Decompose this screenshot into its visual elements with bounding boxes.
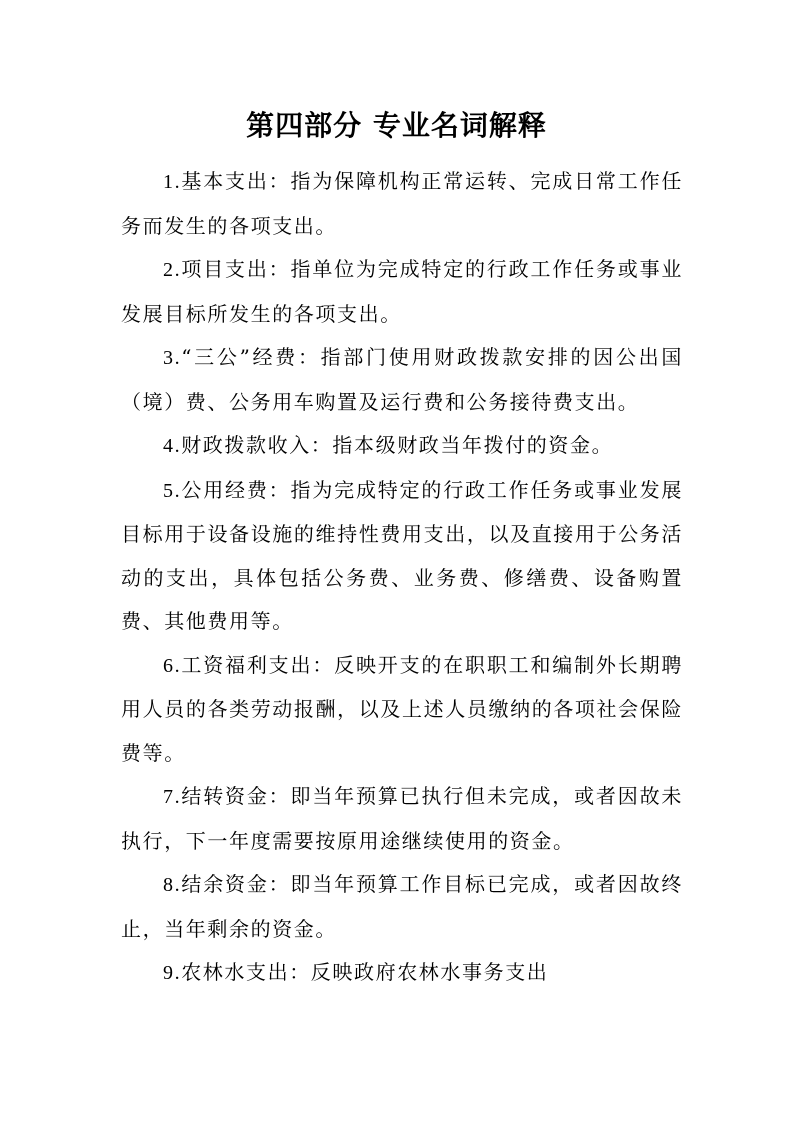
item-number: 3. — [163, 347, 182, 369]
item-text: 财政拨款收入：指本级财政当年拨付的资金。 — [181, 433, 614, 457]
item-number: 1. — [163, 171, 182, 193]
glossary-item — [121, 863, 683, 951]
item-text: 结转资金：即当年预算已执行但未完成，或者因故未执行，下一年度需要按原用途继续使用的资金。 — [121, 784, 683, 853]
item-text: 基本支出：指为保障机构正常运转、完成日常工作任务而发生的各项支出。 — [121, 169, 683, 238]
item-number: 7. — [163, 786, 182, 808]
item-text: 农林水支出：反映政府农林水事务支出 — [181, 960, 549, 984]
glossary-item — [121, 775, 683, 863]
item-text: “三公”经费：指部门使用财政拨款安排的因公出国（境）费、公务用车购置及运行费和公务接待费支出。 — [121, 345, 683, 414]
glossary-item — [121, 336, 683, 424]
item-number: 8. — [163, 874, 182, 896]
item-number: 5. — [163, 479, 182, 502]
glossary-item — [121, 424, 683, 469]
item-text: 工资福利支出：反映开支的在职职工和编制外长期聘用人员的各类劳动报酬，以及上述人员缴纳的各项社会保险费等。 — [121, 652, 683, 765]
item-number: 2. — [163, 259, 182, 281]
page-title: 第四部分 专业名词解释 — [246, 109, 547, 142]
glossary-item — [121, 951, 683, 996]
item-number: 9. — [163, 962, 182, 984]
glossary-item — [121, 644, 683, 776]
item-text: 公用经费：指为完成特定的行政工作任务或事业发展目标用于设备设施的维持性费用支出，以及直接用于公务活动的支出，具体包括公务费、业务费、修缮费、设备购置费、其他费用等。 — [121, 477, 683, 633]
glossary-item — [121, 248, 683, 336]
glossary-item — [121, 469, 683, 644]
glossary-list — [121, 160, 683, 996]
item-number: 6. — [163, 654, 182, 677]
item-number: 4. — [163, 435, 182, 457]
item-text: 项目支出：指单位为完成特定的行政工作任务或事业发展目标所发生的各项支出。 — [121, 257, 683, 326]
item-text: 结余资金：即当年预算工作目标已完成，或者因故终止，当年剩余的资金。 — [121, 872, 683, 941]
glossary-item — [121, 160, 683, 248]
